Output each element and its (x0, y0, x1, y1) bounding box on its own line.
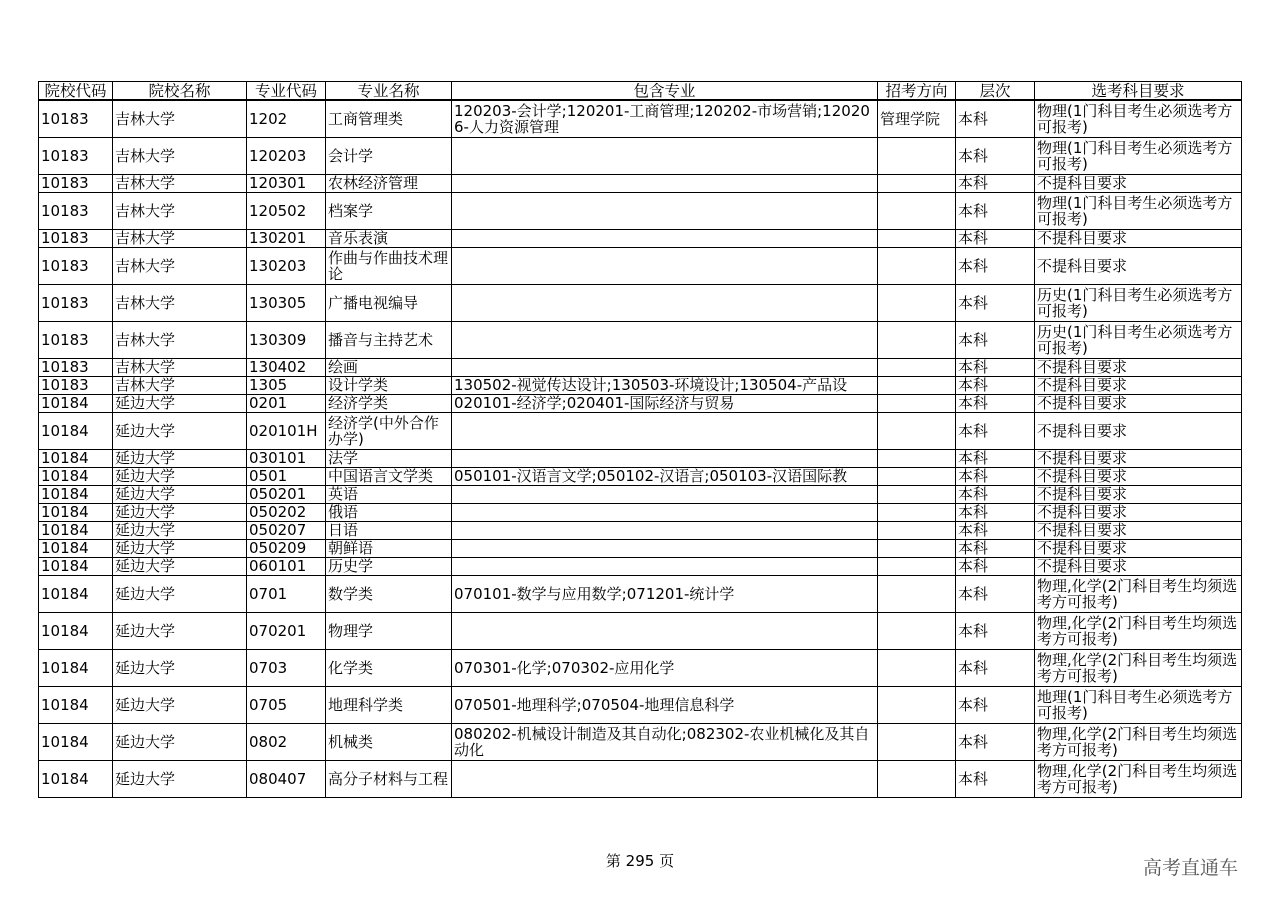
cell-included-majors (452, 321, 878, 358)
cell-major-code: 0701 (247, 575, 326, 612)
table-row (39, 376, 1242, 394)
cell-level: 本科 (956, 192, 1035, 229)
cell-direction (878, 192, 956, 229)
cell-included-majors: 070501-地理科学;070504-地理信息科学 (452, 686, 878, 723)
cell-level: 本科 (956, 557, 1035, 575)
table-row (39, 358, 1242, 376)
cell-school-name: 延边大学 (113, 412, 247, 449)
cell-school-name: 吉林大学 (113, 192, 247, 229)
table-row (39, 557, 1242, 575)
cell-major-name: 法学 (326, 449, 452, 467)
cell-level: 本科 (956, 760, 1035, 797)
cell-subject-requirement: 不提科目要求 (1035, 394, 1242, 412)
table-row (39, 412, 1242, 449)
cell-direction (878, 137, 956, 174)
cell-direction (878, 358, 956, 376)
cell-level: 本科 (956, 686, 1035, 723)
cell-subject-requirement: 物理,化学(2门科目考生均须选考方可报考) (1035, 575, 1242, 612)
cell-included-majors: 070301-化学;070302-应用化学 (452, 649, 878, 686)
cell-subject-requirement: 不提科目要求 (1035, 503, 1242, 521)
cell-level: 本科 (956, 394, 1035, 412)
cell-included-majors (452, 247, 878, 284)
cell-school-code: 10183 (39, 192, 113, 229)
cell-subject-requirement: 不提科目要求 (1035, 412, 1242, 449)
cell-school-code: 10183 (39, 100, 113, 137)
cell-school-code: 10184 (39, 467, 113, 485)
cell-major-code: 080407 (247, 760, 326, 797)
cell-level: 本科 (956, 612, 1035, 649)
cell-subject-requirement: 历史(1门科目考生必须选考方可报考) (1035, 321, 1242, 358)
cell-school-name: 吉林大学 (113, 358, 247, 376)
cell-school-code: 10183 (39, 321, 113, 358)
cell-major-name: 日语 (326, 521, 452, 539)
cell-major-name: 机械类 (326, 723, 452, 760)
cell-school-code: 10184 (39, 449, 113, 467)
cell-subject-requirement: 不提科目要求 (1035, 539, 1242, 557)
cell-direction (878, 284, 956, 321)
cell-major-name: 经济学类 (326, 394, 452, 412)
cell-direction (878, 247, 956, 284)
table-row (39, 649, 1242, 686)
cell-school-name: 延边大学 (113, 557, 247, 575)
cell-level: 本科 (956, 521, 1035, 539)
cell-major-code: 050209 (247, 539, 326, 557)
cell-school-name: 吉林大学 (113, 284, 247, 321)
cell-level: 本科 (956, 284, 1035, 321)
cell-major-name: 会计学 (326, 137, 452, 174)
cell-direction (878, 321, 956, 358)
admission-table (38, 81, 1242, 798)
cell-major-name: 工商管理类 (326, 100, 452, 137)
cell-subject-requirement: 不提科目要求 (1035, 467, 1242, 485)
cell-school-name: 延边大学 (113, 575, 247, 612)
cell-included-majors (452, 760, 878, 797)
cell-included-majors (452, 229, 878, 247)
cell-included-majors: 050101-汉语言文学;050102-汉语言;050103-汉语国际教 (452, 467, 878, 485)
cell-included-majors: 120203-会计学;120201-工商管理;120202-市场营销;120206-人力资源管理 (452, 100, 878, 137)
cell-major-name: 播音与主持艺术 (326, 321, 452, 358)
cell-level: 本科 (956, 321, 1035, 358)
cell-level: 本科 (956, 376, 1035, 394)
cell-school-name: 延边大学 (113, 686, 247, 723)
cell-included-majors: 080202-机械设计制造及其自动化;082302-农业机械化及其自动化 (452, 723, 878, 760)
table-row (39, 321, 1242, 358)
cell-school-code: 10183 (39, 137, 113, 174)
cell-level: 本科 (956, 485, 1035, 503)
cell-level: 本科 (956, 503, 1035, 521)
table-row (39, 539, 1242, 557)
page-number: 第 295 页 (605, 852, 675, 870)
cell-included-majors: 020101-经济学;020401-国际经济与贸易 (452, 394, 878, 412)
cell-school-code: 10184 (39, 686, 113, 723)
cell-included-majors (452, 449, 878, 467)
cell-subject-requirement: 物理,化学(2门科目考生均须选考方可报考) (1035, 612, 1242, 649)
cell-major-name: 英语 (326, 485, 452, 503)
cell-direction (878, 521, 956, 539)
table-row (39, 449, 1242, 467)
cell-school-code: 10184 (39, 539, 113, 557)
cell-major-name: 俄语 (326, 503, 452, 521)
cell-subject-requirement: 不提科目要求 (1035, 247, 1242, 284)
cell-subject-requirement: 物理,化学(2门科目考生均须选考方可报考) (1035, 649, 1242, 686)
cell-direction (878, 612, 956, 649)
cell-level: 本科 (956, 100, 1035, 137)
cell-included-majors (452, 503, 878, 521)
cell-included-majors (452, 284, 878, 321)
cell-subject-requirement: 历史(1门科目考生必须选考方可报考) (1035, 284, 1242, 321)
cell-subject-requirement: 不提科目要求 (1035, 485, 1242, 503)
table-body (39, 100, 1242, 797)
cell-subject-requirement: 不提科目要求 (1035, 174, 1242, 192)
table-row (39, 247, 1242, 284)
header-major-code: 专业代码 (247, 82, 326, 101)
cell-subject-requirement: 物理,化学(2门科目考生均须选考方可报考) (1035, 723, 1242, 760)
cell-major-name: 中国语言文学类 (326, 467, 452, 485)
cell-major-code: 130201 (247, 229, 326, 247)
cell-major-name: 绘画 (326, 358, 452, 376)
cell-included-majors: 070101-数学与应用数学;071201-统计学 (452, 575, 878, 612)
cell-school-code: 10184 (39, 723, 113, 760)
cell-major-name: 作曲与作曲技术理论 (326, 247, 452, 284)
cell-included-majors (452, 485, 878, 503)
cell-included-majors (452, 174, 878, 192)
cell-school-code: 10183 (39, 358, 113, 376)
cell-direction (878, 649, 956, 686)
cell-level: 本科 (956, 449, 1035, 467)
cell-major-code: 060101 (247, 557, 326, 575)
cell-school-name: 延边大学 (113, 521, 247, 539)
cell-major-code: 120301 (247, 174, 326, 192)
cell-level: 本科 (956, 412, 1035, 449)
table-row (39, 229, 1242, 247)
cell-school-name: 延边大学 (113, 723, 247, 760)
cell-major-name: 音乐表演 (326, 229, 452, 247)
cell-major-code: 130305 (247, 284, 326, 321)
header-direction: 招考方向 (878, 82, 956, 101)
table-row (39, 174, 1242, 192)
cell-included-majors (452, 137, 878, 174)
cell-school-code: 10183 (39, 284, 113, 321)
cell-school-code: 10184 (39, 575, 113, 612)
cell-direction (878, 723, 956, 760)
header-included-majors: 包含专业 (452, 82, 878, 101)
cell-direction: 管理学院 (878, 100, 956, 137)
cell-included-majors (452, 539, 878, 557)
cell-major-code: 0802 (247, 723, 326, 760)
header-subject-requirement: 选考科目要求 (1035, 82, 1242, 101)
cell-major-name: 化学类 (326, 649, 452, 686)
cell-direction (878, 503, 956, 521)
cell-included-majors (452, 612, 878, 649)
cell-level: 本科 (956, 467, 1035, 485)
cell-major-code: 120203 (247, 137, 326, 174)
table-row (39, 284, 1242, 321)
cell-school-code: 10184 (39, 521, 113, 539)
cell-level: 本科 (956, 723, 1035, 760)
cell-direction (878, 686, 956, 723)
cell-level: 本科 (956, 229, 1035, 247)
cell-major-name: 物理学 (326, 612, 452, 649)
header-level: 层次 (956, 82, 1035, 101)
cell-included-majors: 130502-视觉传达设计;130503-环境设计;130504-产品设 (452, 376, 878, 394)
cell-subject-requirement: 地理(1门科目考生必须选考方可报考) (1035, 686, 1242, 723)
cell-level: 本科 (956, 575, 1035, 612)
watermark-text: 高考直通车 (1143, 857, 1239, 879)
cell-school-code: 10183 (39, 229, 113, 247)
cell-direction (878, 575, 956, 612)
cell-direction (878, 449, 956, 467)
cell-major-name: 档案学 (326, 192, 452, 229)
cell-level: 本科 (956, 247, 1035, 284)
cell-school-code: 10184 (39, 412, 113, 449)
cell-major-name: 高分子材料与工程 (326, 760, 452, 797)
cell-direction (878, 412, 956, 449)
cell-subject-requirement: 物理(1门科目考生必须选考方可报考) (1035, 137, 1242, 174)
cell-direction (878, 557, 956, 575)
cell-school-code: 10183 (39, 174, 113, 192)
cell-subject-requirement: 物理(1门科目考生必须选考方可报考) (1035, 192, 1242, 229)
cell-major-code: 0705 (247, 686, 326, 723)
cell-school-code: 10184 (39, 503, 113, 521)
table-header-row (39, 82, 1242, 101)
cell-major-code: 050202 (247, 503, 326, 521)
cell-major-code: 130309 (247, 321, 326, 358)
cell-school-name: 吉林大学 (113, 100, 247, 137)
cell-school-name: 延边大学 (113, 649, 247, 686)
cell-direction (878, 467, 956, 485)
cell-school-code: 10184 (39, 485, 113, 503)
cell-level: 本科 (956, 649, 1035, 686)
cell-major-name: 历史学 (326, 557, 452, 575)
cell-direction (878, 376, 956, 394)
cell-level: 本科 (956, 174, 1035, 192)
table-row (39, 760, 1242, 797)
cell-school-name: 吉林大学 (113, 229, 247, 247)
cell-school-code: 10184 (39, 612, 113, 649)
cell-school-name: 延边大学 (113, 485, 247, 503)
cell-included-majors (452, 521, 878, 539)
cell-school-name: 吉林大学 (113, 174, 247, 192)
cell-school-code: 10184 (39, 649, 113, 686)
cell-school-name: 吉林大学 (113, 376, 247, 394)
cell-direction (878, 539, 956, 557)
cell-major-name: 经济学(中外合作办学) (326, 412, 452, 449)
cell-major-name: 农林经济管理 (326, 174, 452, 192)
cell-subject-requirement: 物理(1门科目考生必须选考方可报考) (1035, 100, 1242, 137)
table-row (39, 467, 1242, 485)
cell-major-code: 070201 (247, 612, 326, 649)
cell-major-code: 130402 (247, 358, 326, 376)
cell-subject-requirement: 不提科目要求 (1035, 521, 1242, 539)
table-row (39, 686, 1242, 723)
header-school-name: 院校名称 (113, 82, 247, 101)
cell-school-name: 延边大学 (113, 760, 247, 797)
cell-school-name: 延边大学 (113, 503, 247, 521)
cell-subject-requirement: 不提科目要求 (1035, 449, 1242, 467)
table-row (39, 723, 1242, 760)
cell-school-code: 10183 (39, 247, 113, 284)
header-major-name: 专业名称 (326, 82, 452, 101)
cell-major-name: 地理科学类 (326, 686, 452, 723)
cell-school-code: 10184 (39, 394, 113, 412)
cell-major-code: 0501 (247, 467, 326, 485)
cell-school-name: 延边大学 (113, 612, 247, 649)
cell-major-name: 朝鲜语 (326, 539, 452, 557)
cell-major-name: 广播电视编导 (326, 284, 452, 321)
table-row (39, 612, 1242, 649)
header-school-code: 院校代码 (39, 82, 113, 101)
cell-level: 本科 (956, 137, 1035, 174)
cell-major-name: 设计学类 (326, 376, 452, 394)
table-row (39, 137, 1242, 174)
cell-subject-requirement: 不提科目要求 (1035, 358, 1242, 376)
cell-direction (878, 760, 956, 797)
cell-included-majors (452, 557, 878, 575)
cell-school-code: 10184 (39, 760, 113, 797)
cell-major-code: 1202 (247, 100, 326, 137)
cell-school-name: 延边大学 (113, 449, 247, 467)
cell-school-name: 吉林大学 (113, 137, 247, 174)
cell-major-code: 020101H (247, 412, 326, 449)
table-row (39, 503, 1242, 521)
cell-major-code: 130203 (247, 247, 326, 284)
cell-subject-requirement: 不提科目要求 (1035, 229, 1242, 247)
cell-level: 本科 (956, 539, 1035, 557)
cell-subject-requirement: 不提科目要求 (1035, 376, 1242, 394)
cell-direction (878, 485, 956, 503)
cell-major-code: 120502 (247, 192, 326, 229)
cell-major-code: 030101 (247, 449, 326, 467)
cell-school-code: 10183 (39, 376, 113, 394)
cell-major-code: 050207 (247, 521, 326, 539)
cell-major-code: 1305 (247, 376, 326, 394)
cell-school-name: 吉林大学 (113, 321, 247, 358)
cell-included-majors (452, 192, 878, 229)
cell-level: 本科 (956, 358, 1035, 376)
table-row (39, 485, 1242, 503)
cell-school-name: 吉林大学 (113, 247, 247, 284)
table-row (39, 100, 1242, 137)
cell-included-majors (452, 412, 878, 449)
cell-school-code: 10184 (39, 557, 113, 575)
cell-major-code: 0703 (247, 649, 326, 686)
cell-direction (878, 229, 956, 247)
cell-major-code: 0201 (247, 394, 326, 412)
cell-included-majors (452, 358, 878, 376)
table-row (39, 575, 1242, 612)
table-row (39, 192, 1242, 229)
cell-subject-requirement: 物理,化学(2门科目考生均须选考方可报考) (1035, 760, 1242, 797)
cell-major-name: 数学类 (326, 575, 452, 612)
cell-direction (878, 174, 956, 192)
cell-major-code: 050201 (247, 485, 326, 503)
cell-school-name: 延边大学 (113, 539, 247, 557)
table-row (39, 394, 1242, 412)
cell-subject-requirement: 不提科目要求 (1035, 557, 1242, 575)
table-row (39, 521, 1242, 539)
cell-school-name: 延边大学 (113, 394, 247, 412)
cell-direction (878, 394, 956, 412)
cell-school-name: 延边大学 (113, 467, 247, 485)
